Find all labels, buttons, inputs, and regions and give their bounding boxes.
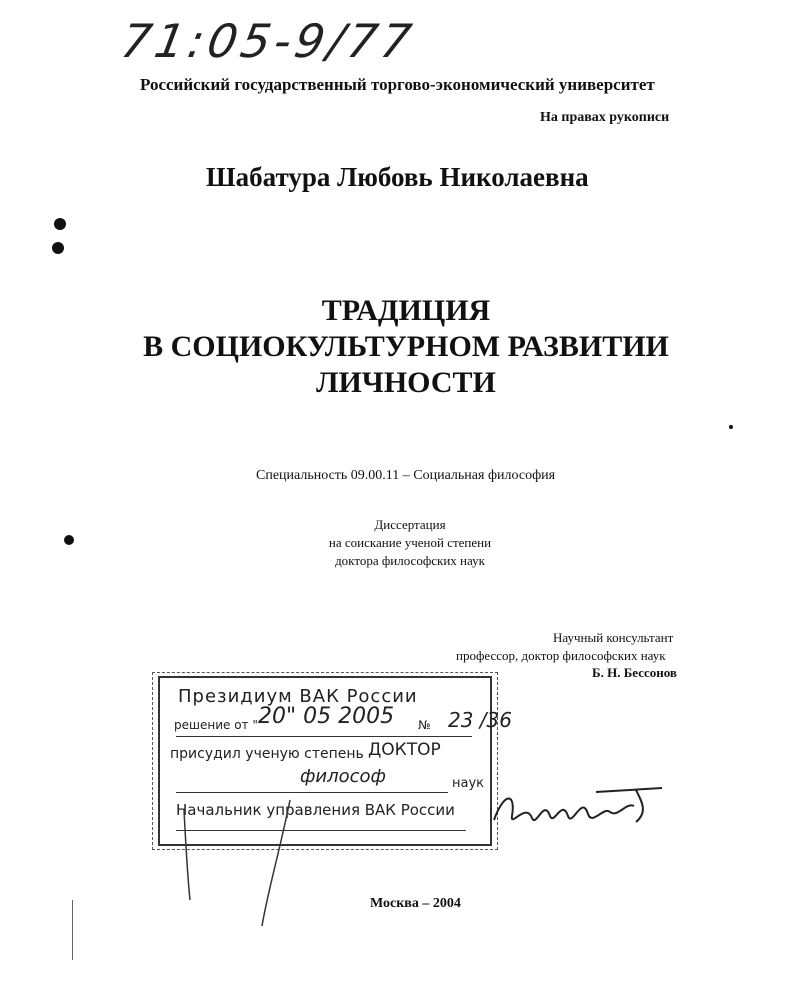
stamp-rule-1 <box>176 736 472 737</box>
stamp-decision-number: 23 /36 <box>448 708 512 732</box>
punch-hole-mark <box>54 218 66 230</box>
stamp-decision-label: решение от " <box>174 718 258 732</box>
specialty: Специальность 09.00.11 – Социальная философия <box>256 468 556 483</box>
speck-mark <box>729 425 733 429</box>
rights-note: На правах рукописи <box>540 110 670 125</box>
pen-stroke-icon <box>170 790 330 930</box>
consultant-title: профессор, доктор философских наук <box>456 648 666 663</box>
punch-hole-mark <box>64 535 74 545</box>
dissertation-line-3: доктора философских наук <box>335 553 485 568</box>
punch-hole-mark <box>52 242 64 254</box>
margin-mark <box>72 900 73 960</box>
title-line-1: ТРАДИЦИЯ <box>321 294 491 327</box>
catalog-number: 71:05-9/77 <box>117 14 420 68</box>
stamp-line-1: Президиум ВАК России <box>178 686 418 707</box>
signature-icon <box>486 772 676 842</box>
consultant-name: Б. Н. Бессонов <box>592 665 677 680</box>
author-name: Шабатура Любовь Николаевна <box>206 162 589 192</box>
university-name: Российский государственный торгово-экономический университет <box>140 75 655 94</box>
stamp-line-2 <box>174 718 258 732</box>
title-line-3: ЛИЧНОСТИ <box>316 366 496 399</box>
consultant-label: Научный консультант <box>553 630 674 645</box>
stamp-line-3: присудил ученую степень <box>170 746 364 762</box>
dissertation-line-1: Диссертация <box>374 517 446 532</box>
dissertation-line-2: на соискание ученой степени <box>328 535 492 550</box>
stamp-sciences: наук <box>452 776 485 791</box>
title-line-2: В СОЦИОКУЛЬТУРНОМ РАЗВИТИИ <box>143 330 669 363</box>
stamp-line-5: Начальник управления ВАК России <box>176 801 455 819</box>
stamp-field: философ <box>300 766 386 787</box>
stamp-number-label: № <box>418 718 431 732</box>
stamp-degree: ДОКТОР <box>368 740 441 760</box>
stamp-decision-date: 20" 05 2005 <box>258 704 395 729</box>
city-year: Москва – 2004 <box>370 896 461 911</box>
